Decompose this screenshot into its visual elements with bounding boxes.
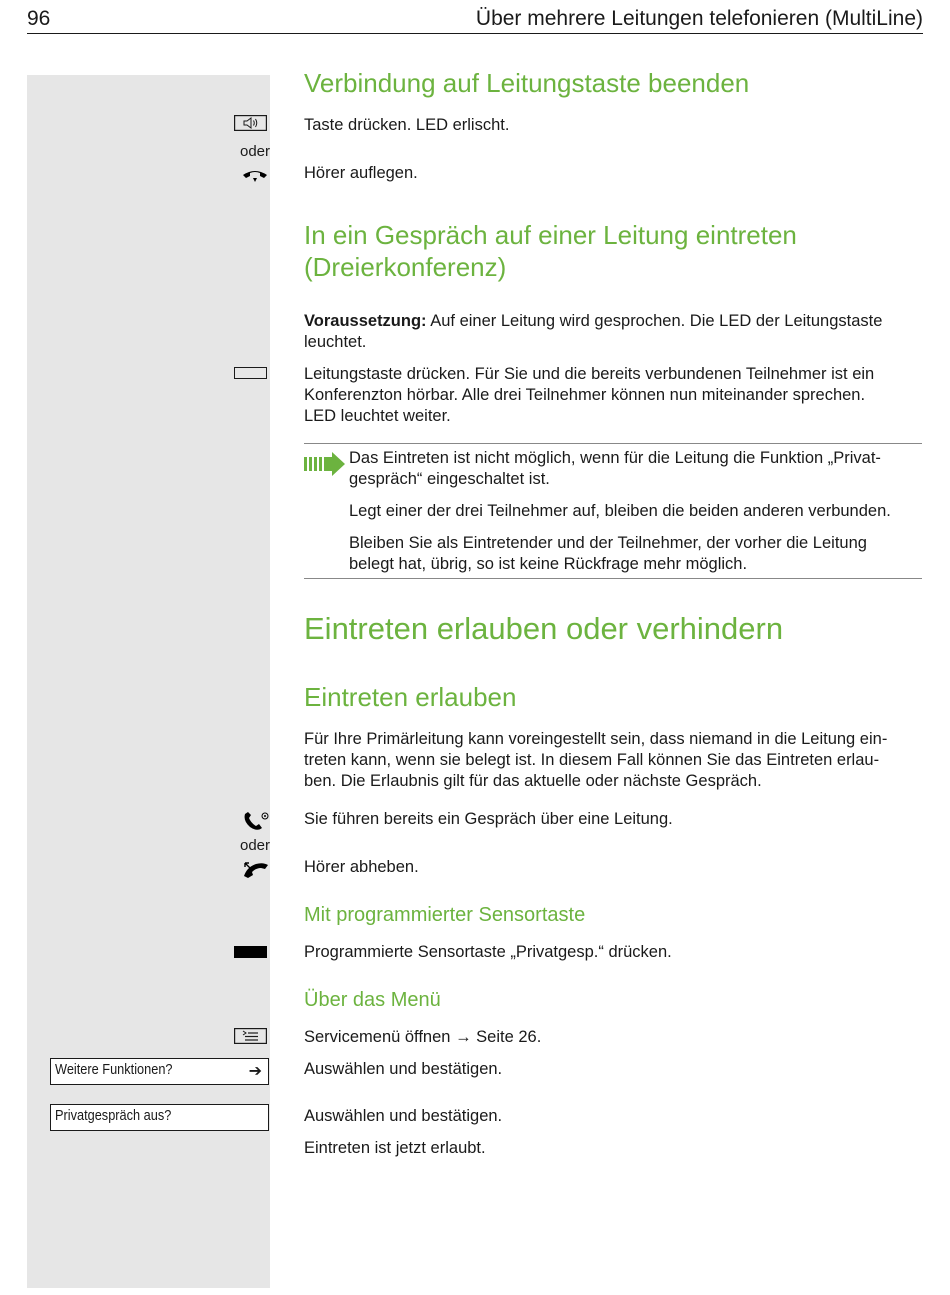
menu-item-privatgespraech-aus[interactable] (50, 1104, 269, 1131)
running-title: Über mehrere Leitungen telefonieren (MultiLine) (475, 7, 923, 30)
result-text: Eintreten ist jetzt erlaubt. (304, 1139, 486, 1157)
step-press-key: Taste drücken. LED erlischt. (304, 116, 510, 134)
handset-hang-up-icon (242, 168, 268, 184)
service-menu-text: Servicemenü öffnen (304, 1028, 451, 1046)
header-divider (27, 33, 923, 34)
step-line-key-3: LED leuchtet weiter. (304, 407, 451, 425)
note2: Legt einer der drei Teilnehmer auf, bleiben die beiden anderen verbunden. (349, 502, 891, 520)
prerequisite-line2: leuchtet. (304, 333, 367, 351)
note-arrow-icon (304, 452, 346, 476)
note-bottom-rule (304, 578, 922, 579)
menu-key-icon (234, 1028, 267, 1044)
menu-arrow-icon: ➔ (248, 1063, 262, 1080)
step-line-key-1: Leitungstaste drücken. Für Sie und die bereits verbundenen Teilnehmer ist ein (304, 365, 875, 383)
page-reference-link[interactable]: Seite 26. (476, 1028, 542, 1046)
or-label: oder (240, 143, 271, 160)
section-title-join-line1: In ein Gespräch auf einer Leitung eintreten (304, 220, 797, 250)
note1-line2: gespräch“ eingeschaltet ist. (349, 470, 550, 488)
step-select-confirm-2: Auswählen und bestätigen. (304, 1107, 503, 1125)
menu-item-label: Weitere Funktionen? (55, 1062, 173, 1078)
handset-lift-icon (242, 859, 269, 879)
line-key-icon (234, 367, 267, 379)
intro-line3: ben. Die Erlaubnis gilt für das aktuelle oder nächste Gespräch. (304, 772, 762, 790)
intro-line1: Für Ihre Primärleitung kann voreingestellt sein, dass niemand in die Leitung ein- (304, 730, 888, 748)
note-top-rule (304, 443, 922, 444)
step-line-key-2: Konferenzton hörbar. Alle drei Teilnehmer können nun miteinander sprechen. (304, 386, 866, 404)
sensor-key-icon (234, 946, 267, 958)
note3-line2: belegt hat, übrig, so ist keine Rückfrage mehr möglich. (349, 555, 748, 573)
section-title-join-line2: (Dreierkonferenz) (304, 252, 507, 282)
note1-line1: Das Eintreten ist nicht möglich, wenn für die Leitung die Funktion „Privat- (349, 449, 881, 467)
step-lift-handset: Hörer abheben. (304, 858, 419, 876)
menu-item-weitere-funktionen[interactable] (50, 1058, 269, 1085)
section-title-end-connection: Verbindung auf Leitungstaste beenden (304, 68, 750, 98)
prerequisite-label: Voraussetzung: (304, 312, 427, 330)
step-sensor-key: Programmierte Sensortaste „Privatgesp.“ drücken. (304, 943, 672, 961)
cross-ref-arrow-icon: → (455, 1028, 472, 1046)
note3-line1: Bleiben Sie als Eintretender und der Teilnehmer, der vorher die Leitung (349, 534, 867, 552)
prerequisite-text: Auf einer Leitung wird gesprochen. Die LED der Leitungstaste (430, 312, 883, 330)
step-hang-up: Hörer auflegen. (304, 164, 418, 182)
speaker-key-icon (234, 115, 267, 131)
page-number: 96 (27, 7, 51, 30)
section-title-allow: Eintreten erlauben (304, 682, 517, 712)
subheading-sensor-key: Mit programmierter Sensortaste (304, 904, 586, 926)
step-open-service-menu (304, 1027, 541, 1048)
chapter-title-allow-prevent: Eintreten erlauben oder verhindern (304, 611, 784, 646)
prerequisite-line1 (304, 311, 882, 332)
intro-line2: treten kann, wenn sie belegt ist. In diesem Fall können Sie das Eintreten erlau- (304, 751, 880, 769)
subheading-menu: Über das Menü (304, 989, 441, 1011)
handset-active-call-icon (242, 811, 269, 831)
or-label-2: oder (240, 837, 271, 854)
step-active-call: Sie führen bereits ein Gespräch über eine Leitung. (304, 810, 673, 828)
step-select-confirm-1: Auswählen und bestätigen. (304, 1060, 503, 1078)
menu-item-label: Privatgespräch aus? (55, 1108, 172, 1124)
